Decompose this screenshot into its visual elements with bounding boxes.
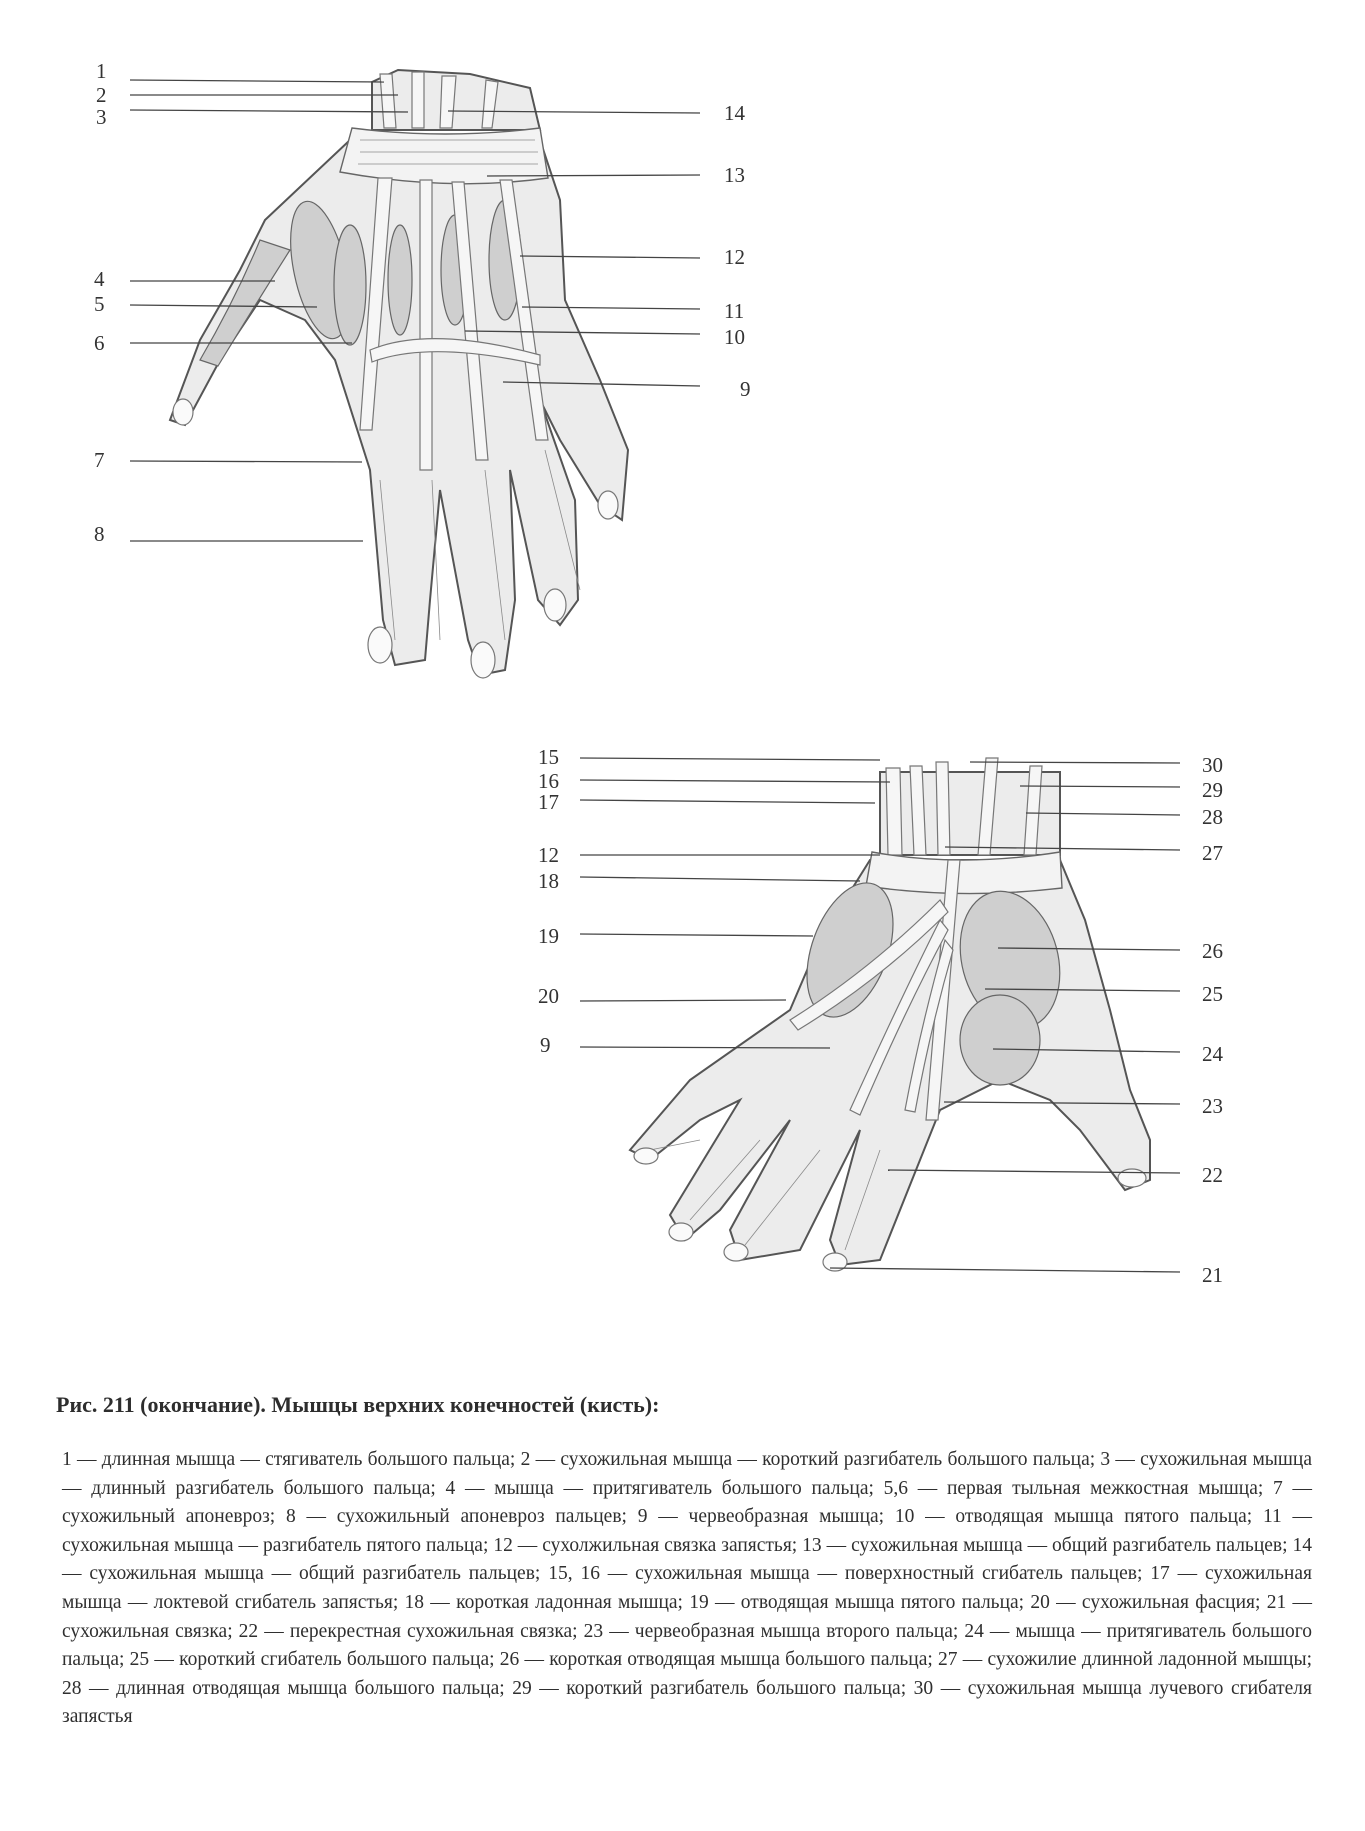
label-9: 9 — [740, 377, 751, 401]
label-21: 21 — [1202, 1263, 1223, 1287]
label-8: 8 — [94, 522, 105, 546]
label-18: 18 — [538, 869, 559, 893]
label-17: 17 — [538, 790, 559, 814]
label-12: 12 — [724, 245, 745, 269]
label-5: 5 — [94, 292, 105, 316]
label-29: 29 — [1202, 778, 1223, 802]
label-23: 23 — [1202, 1094, 1223, 1118]
label-1: 1 — [96, 59, 107, 83]
label-30: 30 — [1202, 753, 1223, 777]
figure-caption-title: Рис. 211 (окончание). Мышцы верхних конечностей (кисть): — [56, 1392, 660, 1417]
label-13: 13 — [724, 163, 745, 187]
label-15: 15 — [538, 745, 559, 769]
palmar-hand-illustration — [630, 758, 1150, 1271]
label-3: 3 — [96, 105, 107, 129]
label-10: 10 — [724, 325, 745, 349]
label-16: 16 — [538, 769, 559, 793]
label-7: 7 — [94, 448, 105, 472]
label-2: 2 — [96, 83, 107, 107]
label-27: 27 — [1202, 841, 1223, 865]
label-28: 28 — [1202, 805, 1223, 829]
label-6: 6 — [94, 331, 105, 355]
label-26: 26 — [1202, 939, 1223, 963]
label-19: 19 — [538, 924, 559, 948]
dorsal-hand-illustration — [170, 70, 628, 678]
label-4: 4 — [94, 267, 105, 291]
label-25: 25 — [1202, 982, 1223, 1006]
label-11: 11 — [724, 299, 745, 323]
label-22: 22 — [1202, 1163, 1223, 1187]
label-12-palmar: 12 — [538, 843, 559, 867]
label-14: 14 — [724, 101, 745, 125]
label-20: 20 — [538, 984, 559, 1008]
figure-caption-body: 1 — длинная мышца — стягиватель большого пальца; 2 — сухожильная мышца — короткий разгибатель большого пальца; 3 — сухожильная мышца — длинный разгибатель большого пальца; 4 — мышца — притягиватель большого пальца; 5,6 — первая тыльная межкостная мышца; 7 — сухожильный апоневроз; 8 — сухожильный апоневроз пальцев; 9 — червеобразная мышца; 10 — отводящая мышца пятого пальца; 11 — сухожильная мышца — разгибатель пятого пальца; 12 — сухолжильная связка запястья; 13 — сухожильная мышца — общий разгибатель пальцев; 14 — сухожильная мышца — общий разгибатель пальцев; 15, 16 — сухожильная мышца — поверхностный сгибатель пальцев; 17 — сухожильная мышца — локтевой сгибатель запястья; 18 — короткая ладонная мышца; 19 — отводящая мышца пятого пальца; 20 — сухожильная фасция; 21 — сухожильная связка; 22 — перекрестная сухожильная связка; 23 — червеобразная мышца второго пальца; 24 — мышца — притягиватель большого пальца; 25 — короткий сгибатель большого пальца; 26 — короткая отводящая мышца большого пальца; 27 — сухожилие длинной ладонной мышцы; 28 — длинная отводящая мышца большого пальца; 29 — короткий разгибатель большого пальца; 30 — сухожильная мышца лучевого сгибателя запястья — [62, 1449, 1312, 1728]
label-9-palmar: 9 — [540, 1033, 551, 1057]
label-24: 24 — [1202, 1042, 1223, 1066]
